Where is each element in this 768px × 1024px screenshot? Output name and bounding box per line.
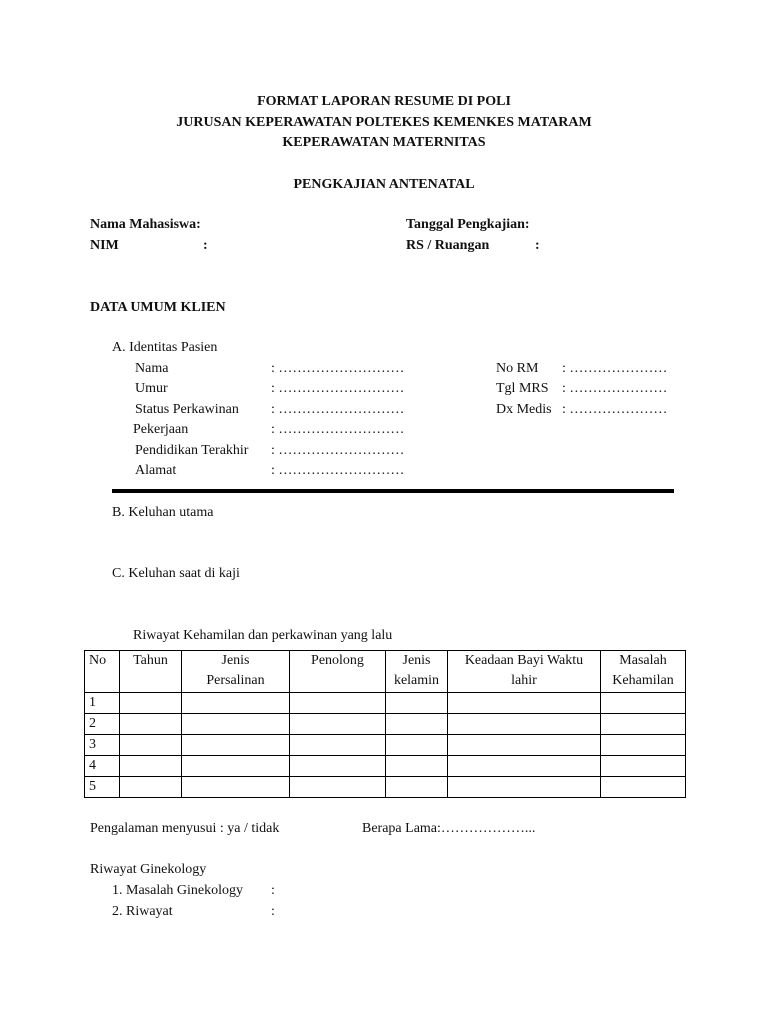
identitas-value: : ……………………… [271, 381, 405, 396]
table-cell [290, 777, 386, 798]
table-cell [120, 714, 182, 735]
table-cell [182, 714, 290, 735]
table-cell [386, 735, 448, 756]
table-cell [120, 693, 182, 714]
column-header [448, 651, 601, 693]
riwayat-ginekology-heading: Riwayat Ginekology [90, 862, 207, 877]
table-cell [182, 735, 290, 756]
column-header-text: Penolong [311, 653, 364, 668]
ginekology-item: 2. Riwayat [112, 904, 173, 919]
table-cell [448, 735, 601, 756]
identitas-right-value: : ………………… [562, 402, 668, 417]
row-number: 2 [85, 714, 120, 735]
table-cell [386, 714, 448, 735]
identitas-label: Status Perkawinan [135, 402, 239, 417]
table-cell [601, 693, 686, 714]
column-header [386, 651, 448, 693]
column-header-text: Jenis [221, 653, 250, 668]
identitas-value: : ……………………… [271, 402, 405, 417]
ginekology-colon: : [271, 904, 275, 919]
rs-ruangan-label: RS / Ruangan [406, 238, 490, 253]
table-cell [386, 693, 448, 714]
table-row [85, 693, 686, 714]
doc-title-line2: JURUSAN KEPERAWATAN POLTEKES KEMENKES MATARAM [176, 115, 592, 130]
table-cell [290, 693, 386, 714]
table-row [85, 735, 686, 756]
column-header-text: Jenis [402, 653, 431, 668]
identitas-label: Pekerjaan [133, 422, 189, 437]
identitas-heading: A. Identitas Pasien [112, 340, 218, 355]
identitas-label: Pendidikan Terakhir [135, 443, 249, 458]
keluhan-kaji-heading: C. Keluhan saat di kaji [112, 566, 240, 581]
identitas-right-value: : ………………… [562, 361, 668, 376]
identitas-right-label: Dx Medis [496, 402, 552, 417]
table-cell [448, 714, 601, 735]
section-title: PENGKAJIAN ANTENATAL [293, 177, 475, 192]
column-header [120, 651, 182, 693]
row-number: 1 [85, 693, 120, 714]
table-cell [386, 756, 448, 777]
pengalaman-menyusui: Pengalaman menyusui : ya / tidak [90, 821, 280, 836]
column-header [182, 651, 290, 693]
row-number: 3 [85, 735, 120, 756]
table-cell [601, 714, 686, 735]
rs-ruangan-colon: : [535, 238, 540, 253]
table-cell [182, 693, 290, 714]
table-cell [290, 756, 386, 777]
column-header [290, 651, 386, 693]
table-row [85, 714, 686, 735]
table-cell [448, 756, 601, 777]
column-header-text: Masalah [619, 653, 667, 668]
table-cell [601, 756, 686, 777]
table-row [85, 756, 686, 777]
ginekology-colon: : [271, 883, 275, 898]
table-header-row [85, 651, 686, 693]
column-header-text: lahir [511, 673, 537, 688]
doc-title-line1: FORMAT LAPORAN RESUME DI POLI [257, 94, 511, 109]
column-header-text: No [89, 653, 107, 668]
nim-label: NIM [90, 238, 119, 253]
nama-mahasiswa-label: Nama Mahasiswa: [90, 217, 201, 232]
identitas-right-label: Tgl MRS [496, 381, 549, 396]
identitas-right-value: : ………………… [562, 381, 668, 396]
ginekology-item: 1. Masalah Ginekology [112, 883, 244, 898]
identitas-value: : ……………………… [271, 443, 405, 458]
nim-colon: : [203, 238, 208, 253]
table-cell [120, 777, 182, 798]
table-cell [601, 735, 686, 756]
table-cell [290, 735, 386, 756]
column-header [85, 651, 120, 693]
row-number: 4 [85, 756, 120, 777]
table-cell [386, 777, 448, 798]
table-cell [120, 735, 182, 756]
table-cell [290, 714, 386, 735]
row-number: 5 [85, 777, 120, 798]
table-cell [601, 777, 686, 798]
identitas-label: Nama [135, 361, 169, 376]
column-header-text: Kehamilan [612, 673, 674, 688]
doc-title-line3: KEPERAWATAN MATERNITAS [282, 135, 486, 150]
identitas-label: Umur [135, 381, 168, 396]
table-cell [120, 756, 182, 777]
identitas-label: Alamat [135, 463, 177, 478]
table-cell [182, 756, 290, 777]
section-divider [112, 489, 674, 493]
identitas-value: : ……………………… [271, 463, 405, 478]
riwayat-kehamilan-table [84, 650, 686, 798]
riwayat-kehamilan-heading: Riwayat Kehamilan dan perkawinan yang lalu [133, 628, 393, 643]
identitas-right-label: No RM [496, 361, 539, 376]
tanggal-pengkajian-label: Tanggal Pengkajian: [406, 217, 530, 232]
identitas-value: : ……………………… [271, 361, 405, 376]
column-header-text: Keadaan Bayi Waktu [464, 653, 584, 668]
column-header-text: Persalinan [206, 673, 265, 688]
identitas-value: : ……………………… [271, 422, 405, 437]
column-header [601, 651, 686, 693]
keluhan-utama-heading: B. Keluhan utama [112, 505, 214, 520]
table-cell [182, 777, 290, 798]
berapa-lama: Berapa Lama:………………... [362, 821, 536, 836]
column-header-text: Tahun [133, 653, 168, 668]
table-cell [448, 777, 601, 798]
column-header-text: kelamin [393, 673, 440, 688]
table-row [85, 777, 686, 798]
table-cell [448, 693, 601, 714]
data-umum-heading: DATA UMUM KLIEN [90, 300, 226, 315]
